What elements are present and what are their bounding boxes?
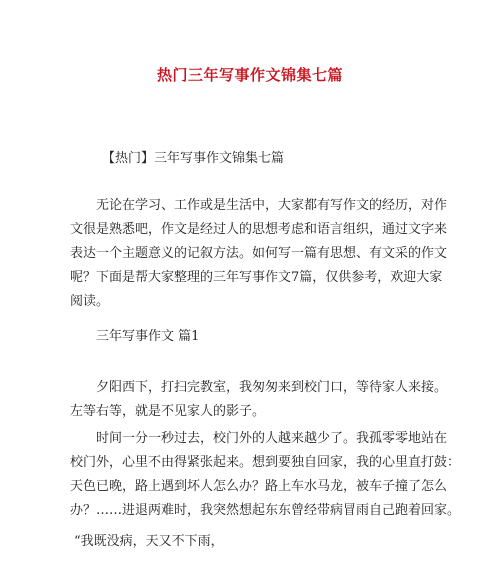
document-title: 热门三年写事作文锦集七篇 xyxy=(156,66,343,84)
essay-line: 天色已晚，路上遇到坏人怎么办？路上车水马龙，被车子撞了怎么 xyxy=(70,479,448,494)
essay-line: 左等右等，就是不见家人的影子。 xyxy=(70,404,266,419)
intro-line: 呢？下面是帮大家整理的三年写事作文7篇，仅供参考，欢迎大家 xyxy=(70,270,443,285)
essay-line: 校门外，心里不由得紧张起来。想到要独自回家，我的心里直打鼓： xyxy=(70,455,461,470)
intro-line: 表达一个主题意义的记叙方法。如何写一篇有思想、有文采的作文 xyxy=(70,246,448,261)
essay-line: 夕阳西下，打扫完教室，我匆匆来到校门口，等待家人来接。 xyxy=(96,380,448,395)
essay-paragraph-3 xyxy=(70,530,430,554)
essay-line: “我既没病，天又不下雨， xyxy=(74,534,224,549)
essay-paragraph-1 xyxy=(70,376,448,424)
intro-paragraph xyxy=(70,194,448,314)
intro-line: 无论在学习、工作或是生活中，大家都有写作文的经历，对作 xyxy=(96,198,448,213)
essay-line: 办？……进退两难时，我突然想起东东曾经带病冒雨自己跑着回家。 xyxy=(70,503,461,518)
section-heading: 三年写事作文 篇1 xyxy=(96,329,200,344)
intro-line: 阅读。 xyxy=(70,294,110,309)
essay-line: 时间一分一秒过去，校门外的人越来越少了。我孤零零地站在 xyxy=(96,431,448,446)
intro-line: 文很是熟悉吧，作文是经过人的思想考虑和语言组织，通过文字来 xyxy=(70,222,448,237)
essay-paragraph-2 xyxy=(70,427,461,523)
document-subtitle: 【热门】三年写事作文锦集七篇 xyxy=(102,151,285,166)
